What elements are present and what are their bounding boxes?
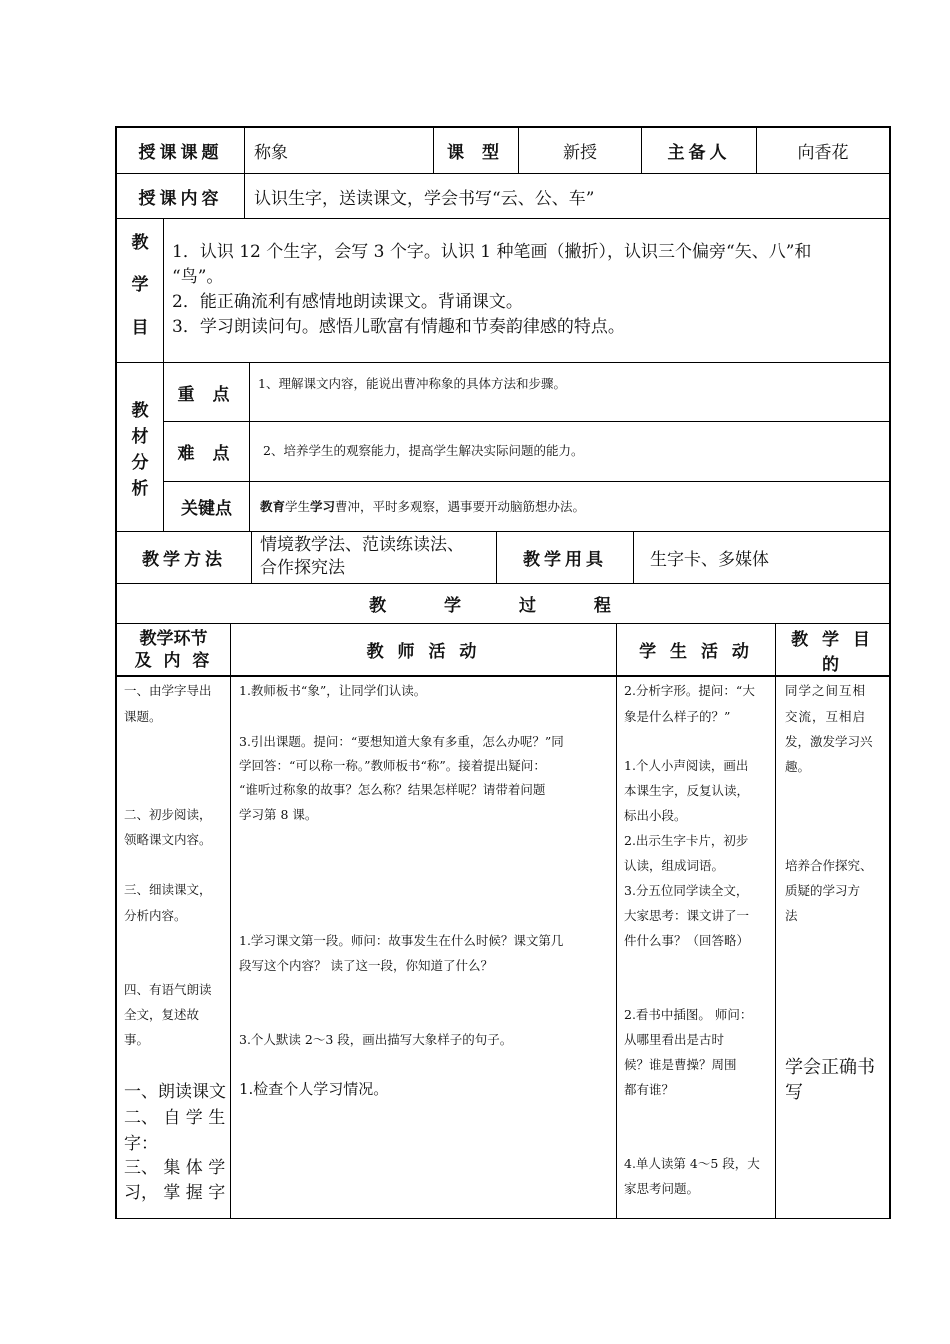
objective-line: 1．认识 12 个生字，会写 3 个字。认识 1 种笔画（撇折），认识三个偏旁“矢、八”和 bbox=[172, 242, 812, 262]
purpose-line: 法 bbox=[785, 908, 798, 923]
student-line: 1.个人小声阅读，画出 bbox=[624, 758, 749, 773]
student-line: 家思考问题。 bbox=[624, 1181, 700, 1196]
stage-line: 四、有语气朗读 bbox=[124, 982, 212, 997]
stage-header-line: 教学环节 bbox=[139, 628, 208, 649]
col-divider bbox=[244, 126, 245, 173]
col-divider bbox=[163, 218, 164, 362]
col-divider bbox=[244, 173, 245, 218]
stage-line: 领略课文内容。 bbox=[124, 832, 212, 847]
key-point-label: 重 点 bbox=[177, 384, 236, 405]
stage-header-line: 及 内 容 bbox=[134, 650, 213, 671]
stage-line: 全文，复述故 bbox=[124, 1007, 200, 1022]
difficulty-label: 难 点 bbox=[177, 444, 236, 464]
difficulty-value: 2、培养学生的观察能力，提高学生解决实际问题的能力。 bbox=[263, 443, 584, 458]
row-divider bbox=[163, 421, 891, 422]
key-point-value: 1、理解课文内容，能说出曹冲称象的具体方法和步骤。 bbox=[258, 376, 566, 391]
student-column-header: 学 生 活 动 bbox=[639, 642, 753, 662]
stage-line: 二、 自 学 生 bbox=[124, 1108, 226, 1128]
content-value: 认识生字，送读课文，学会书写“云、公、车” bbox=[254, 188, 595, 209]
stage-line: 一、由学字导出 bbox=[124, 683, 212, 698]
objectives-label-char: 教 bbox=[131, 232, 149, 253]
teacher-line: 3.个人默读 2～3 段，画出描写大象样子的句子。 bbox=[239, 1032, 513, 1047]
stage-line: 二、初步阅读， bbox=[124, 807, 212, 822]
objective-line: 3．学习朗读问句。感悟儿歌富有情趣和节奏韵律感的特点。 bbox=[172, 317, 625, 337]
process-title: 教 学 过 程 bbox=[369, 596, 637, 616]
student-line: 本课生字，反复认读， bbox=[624, 783, 750, 798]
stage-line: 习， 掌 握 字 bbox=[124, 1183, 226, 1203]
objectives-label-char: 学 bbox=[131, 275, 149, 296]
type-value: 新授 bbox=[563, 143, 597, 163]
stage-line: 字： bbox=[124, 1134, 158, 1154]
stage-line: 课题。 bbox=[124, 709, 162, 724]
purpose-line: 培养合作探究、 bbox=[785, 858, 873, 873]
analysis-label bbox=[117, 395, 163, 499]
objectives-text bbox=[172, 240, 888, 340]
table-border-right bbox=[889, 126, 891, 1218]
crux-text: 曹冲，平时多观察，遇事要开动脑筋想办法。 bbox=[335, 499, 586, 514]
table-border-bottom bbox=[115, 1218, 891, 1219]
row-divider bbox=[163, 481, 891, 482]
student-line: 件什么事？（回答略） bbox=[624, 933, 750, 948]
student-line: 认读，组成词语。 bbox=[624, 858, 725, 873]
col-divider bbox=[249, 362, 250, 531]
method-line: 情境教学法、范读练读法、 bbox=[260, 535, 464, 555]
student-line: 从哪里看出是古时 bbox=[624, 1032, 725, 1047]
purpose-line: 趣。 bbox=[785, 759, 811, 774]
purpose-line: 同学之间互相 bbox=[785, 683, 867, 698]
tools-label: 教学用具 bbox=[523, 550, 607, 570]
stage-column-header bbox=[117, 624, 230, 675]
topic-value: 称象 bbox=[254, 143, 288, 163]
student-line: 象是什么样子的？” bbox=[624, 709, 731, 724]
purpose-line: 发，激发学习兴 bbox=[785, 734, 873, 749]
teacher-line: 段写这个内容？ 读了这一段，你知道了什么？ bbox=[239, 958, 493, 973]
purpose-line: 写 bbox=[785, 1082, 803, 1103]
purpose-line: 质疑的学习方 bbox=[785, 883, 861, 898]
teacher-line: 1.教师板书“象”，让同学们认读。 bbox=[239, 683, 427, 698]
crux-label: 关键点 bbox=[181, 499, 232, 519]
tools-value: 生字卡、多媒体 bbox=[650, 550, 769, 570]
analysis-label-char: 分 bbox=[131, 452, 149, 473]
type-label: 课 型 bbox=[447, 143, 505, 163]
analysis-label-char: 材 bbox=[131, 426, 149, 447]
student-line: 都有谁？ bbox=[624, 1082, 675, 1097]
col-divider bbox=[775, 623, 776, 1218]
purpose-line: 学会正确书 bbox=[785, 1057, 875, 1078]
teacher-line: 学回答：“可以称一称。”教师板书“称”。接着提出疑问： bbox=[239, 758, 546, 773]
teacher-line: “谁听过称象的故事？怎么称？结果怎样呢？请带着问题 bbox=[239, 782, 546, 797]
content-label: 授课内容 bbox=[138, 188, 223, 209]
analysis-label-char: 析 bbox=[131, 478, 149, 499]
col-divider bbox=[616, 623, 617, 1218]
topic-label: 授课课题 bbox=[138, 143, 223, 163]
analysis-label-char: 教 bbox=[131, 400, 149, 421]
lead-label: 主备人 bbox=[667, 143, 731, 163]
crux-value bbox=[260, 494, 880, 519]
method-value bbox=[260, 534, 496, 580]
stage-line: 三、细读课文， bbox=[124, 882, 212, 897]
stage-line: 一、朗读课文 bbox=[124, 1082, 226, 1102]
col-divider bbox=[230, 623, 231, 1218]
objectives-label-char: 目 bbox=[131, 318, 149, 339]
student-line: 3.分五位同学读全文， bbox=[624, 883, 749, 898]
stage-line: 三、 集 体 学 bbox=[124, 1158, 226, 1178]
lead-value: 向香花 bbox=[797, 143, 849, 163]
crux-bold: 学习 bbox=[310, 499, 336, 514]
teacher-line: 1.检查个人学习情况。 bbox=[239, 1080, 389, 1098]
col-divider bbox=[251, 531, 252, 583]
objective-line: “鸟”。 bbox=[172, 267, 224, 287]
student-line: 2.看书中插图。 师问： bbox=[624, 1007, 753, 1022]
crux-bold: 教育 bbox=[260, 499, 286, 514]
purpose-line: 交流，互相启 bbox=[785, 709, 867, 724]
objective-line: 2．能正确流利有感情地朗读课文。背诵课文。 bbox=[172, 292, 523, 312]
crux-text: 学生 bbox=[285, 499, 311, 514]
teacher-line: 学习第 8 课。 bbox=[239, 807, 318, 822]
method-label: 教学方法 bbox=[142, 550, 226, 570]
objectives-label bbox=[117, 219, 163, 347]
student-line: 大家思考：课文讲了一 bbox=[624, 908, 750, 923]
stage-line: 事。 bbox=[124, 1032, 150, 1047]
stage-line: 分析内容。 bbox=[124, 908, 187, 923]
method-line: 合作探究法 bbox=[260, 558, 345, 578]
student-line: 4.单人读第 4～5 段，大 bbox=[624, 1156, 760, 1171]
teacher-line: 3.引出课题。提问：“要想知道大象有多重，怎么办呢？”同 bbox=[239, 734, 564, 749]
student-line: 2.出示生字卡片，初步 bbox=[624, 833, 749, 848]
student-line: 候？谁是曹操？周围 bbox=[624, 1057, 737, 1072]
purpose-column-header: 教 学 目 的 bbox=[791, 629, 874, 675]
student-line: 标出小段。 bbox=[624, 808, 687, 823]
teacher-column-header: 教 师 活 动 bbox=[366, 642, 481, 662]
teacher-line: 1.学习课文第一段。师问：故事发生在什么时候？课文第几 bbox=[239, 933, 564, 948]
col-divider bbox=[633, 531, 634, 583]
student-line: 2.分析字形。提问：“大 bbox=[624, 683, 755, 698]
row-divider bbox=[115, 218, 891, 219]
